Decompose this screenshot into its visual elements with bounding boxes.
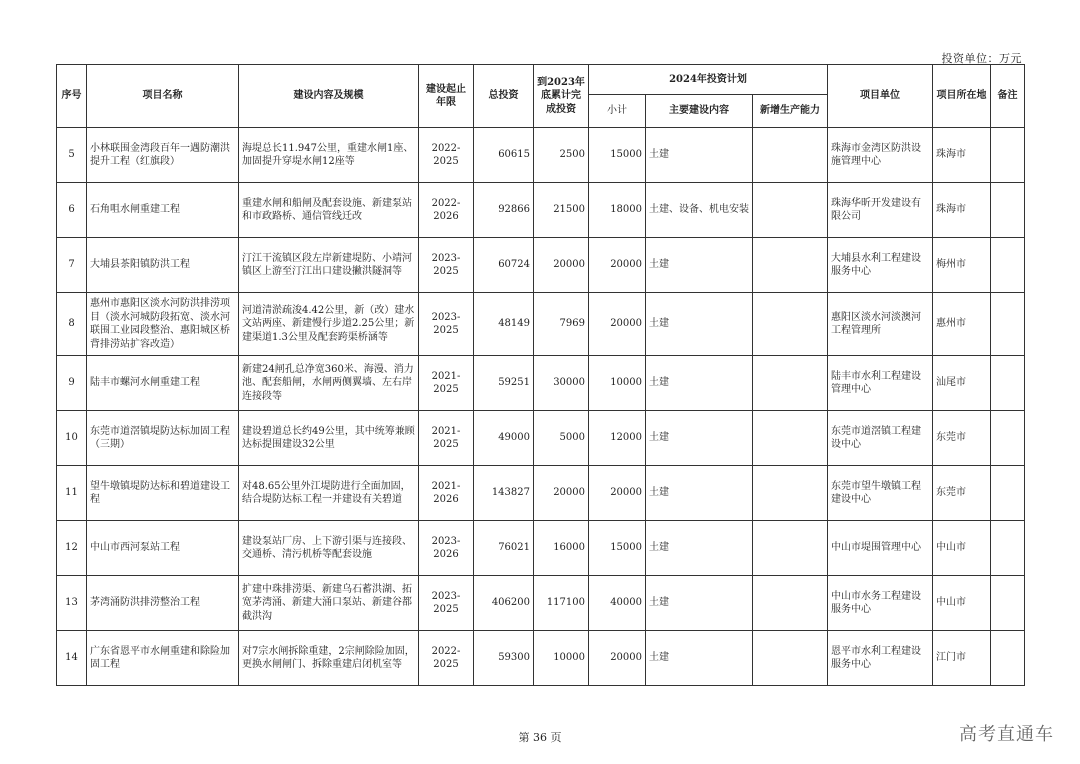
row-remark (991, 521, 1025, 576)
row-remark (991, 631, 1025, 686)
table-body (57, 128, 1025, 686)
row-location: 东莞市 (933, 466, 991, 521)
row-location: 中山市 (933, 521, 991, 576)
row-completed: 20000 (534, 466, 589, 521)
row-remark (991, 128, 1025, 183)
header-seq: 序号 (57, 65, 87, 128)
row-name: 东莞市道滘镇堤防达标加固工程（三期） (87, 411, 239, 466)
table-row (57, 576, 1025, 631)
row-new-capacity (753, 576, 828, 631)
row-total: 60724 (474, 238, 534, 293)
row-unit: 珠海华昕开发建设有限公司 (828, 183, 933, 238)
table-row (57, 356, 1025, 411)
row-new-capacity (753, 238, 828, 293)
row-period: 2021-2025 (419, 411, 474, 466)
row-main-content: 土建、设备、机电安装 (646, 183, 753, 238)
row-period: 2023-2025 (419, 576, 474, 631)
row-new-capacity (753, 356, 828, 411)
row-main-content: 土建 (646, 293, 753, 356)
row-location: 汕尾市 (933, 356, 991, 411)
row-seq: 10 (57, 411, 87, 466)
row-location: 中山市 (933, 576, 991, 631)
row-new-capacity (753, 631, 828, 686)
row-content: 对48.65公里外江堤防进行全面加固，结合堤防达标工程一并建设有关碧道 (239, 466, 419, 521)
row-total: 59251 (474, 356, 534, 411)
header-plan-group: 2024年投资计划 (589, 65, 828, 95)
row-unit: 珠海市金湾区防洪设施管理中心 (828, 128, 933, 183)
table-row (57, 521, 1025, 576)
row-name: 石角咀水闸重建工程 (87, 183, 239, 238)
table-row (57, 128, 1025, 183)
row-seq: 14 (57, 631, 87, 686)
table-row (57, 631, 1025, 686)
investment-table (56, 64, 1025, 686)
table-row (57, 411, 1025, 466)
table-row (57, 238, 1025, 293)
header-period: 建设起止年限 (419, 65, 474, 128)
row-period: 2023-2025 (419, 293, 474, 356)
row-unit: 中山市水务工程建设服务中心 (828, 576, 933, 631)
page-number: 第 36 页 (518, 731, 562, 744)
row-subtotal: 15000 (589, 128, 646, 183)
row-name: 望牛墩镇堤防达标和碧道建设工程 (87, 466, 239, 521)
row-name: 广东省恩平市水闸重建和除险加固工程 (87, 631, 239, 686)
row-period: 2023-2026 (419, 521, 474, 576)
row-content: 建设泵站厂房、上下游引渠与连接段、交通桥、清污机桥等配套设施 (239, 521, 419, 576)
row-subtotal: 20000 (589, 238, 646, 293)
header-content: 建设内容及规模 (239, 65, 419, 128)
row-remark (991, 466, 1025, 521)
row-total: 143827 (474, 466, 534, 521)
row-subtotal: 15000 (589, 521, 646, 576)
header-remark: 备注 (991, 65, 1025, 128)
row-main-content: 土建 (646, 576, 753, 631)
row-subtotal: 12000 (589, 411, 646, 466)
row-remark (991, 238, 1025, 293)
row-period: 2023-2025 (419, 238, 474, 293)
row-main-content: 土建 (646, 356, 753, 411)
row-content: 河道清淤疏浚4.42公里，新（改）建水文站两座、新建慢行步道2.25公里；新建渠道1.3公里及配套跨渠桥涵等 (239, 293, 419, 356)
row-main-content: 土建 (646, 466, 753, 521)
header-new-capacity: 新增生产能力 (753, 95, 828, 128)
row-new-capacity (753, 521, 828, 576)
table-row (57, 293, 1025, 356)
row-location: 惠州市 (933, 293, 991, 356)
row-content: 海堤总长11.947公里，重建水闸1座、加固提升穿堤水闸12座等 (239, 128, 419, 183)
row-period: 2021-2025 (419, 356, 474, 411)
row-total: 49000 (474, 411, 534, 466)
row-total: 92866 (474, 183, 534, 238)
row-subtotal: 18000 (589, 183, 646, 238)
row-completed: 7969 (534, 293, 589, 356)
row-remark (991, 293, 1025, 356)
row-subtotal: 20000 (589, 293, 646, 356)
row-completed: 16000 (534, 521, 589, 576)
row-unit: 中山市堤围管理中心 (828, 521, 933, 576)
table-header (57, 65, 1025, 128)
row-main-content: 土建 (646, 411, 753, 466)
row-seq: 13 (57, 576, 87, 631)
watermark: 高考直通车 (959, 724, 1054, 745)
row-new-capacity (753, 466, 828, 521)
row-unit: 惠阳区淡水河淡澳河工程管理所 (828, 293, 933, 356)
row-total: 60615 (474, 128, 534, 183)
row-seq: 6 (57, 183, 87, 238)
header-subtotal: 小计 (589, 95, 646, 128)
unit-note: 投资单位：万元 (941, 52, 1022, 65)
row-seq: 7 (57, 238, 87, 293)
row-completed: 117100 (534, 576, 589, 631)
row-completed: 10000 (534, 631, 589, 686)
row-completed: 30000 (534, 356, 589, 411)
row-content: 扩建中珠排涝渠、新建乌石蓄洪湖、拓宽茅湾涌、新建大涌口泵站、新建谷都截洪沟 (239, 576, 419, 631)
row-completed: 21500 (534, 183, 589, 238)
row-name: 茅湾涌防洪排涝整治工程 (87, 576, 239, 631)
row-total: 48149 (474, 293, 534, 356)
row-name: 小林联围金湾段百年一遇防潮洪提升工程（红旗段） (87, 128, 239, 183)
row-new-capacity (753, 293, 828, 356)
row-subtotal: 10000 (589, 356, 646, 411)
row-total: 406200 (474, 576, 534, 631)
row-period: 2022-2026 (419, 183, 474, 238)
row-total: 76021 (474, 521, 534, 576)
row-seq: 8 (57, 293, 87, 356)
row-name: 惠州市惠阳区淡水河防洪排涝项目（淡水河城防段拓宽、淡水河联围工业园段整治、惠阳城区桥背排涝站扩容改造） (87, 293, 239, 356)
row-location: 珠海市 (933, 183, 991, 238)
row-remark (991, 576, 1025, 631)
header-unit: 项目单位 (828, 65, 933, 128)
row-unit: 东莞市望牛墩镇工程建设中心 (828, 466, 933, 521)
row-seq: 12 (57, 521, 87, 576)
row-seq: 5 (57, 128, 87, 183)
row-remark (991, 356, 1025, 411)
row-main-content: 土建 (646, 521, 753, 576)
row-period: 2022-2025 (419, 128, 474, 183)
row-seq: 9 (57, 356, 87, 411)
row-period: 2021-2026 (419, 466, 474, 521)
row-unit: 东莞市道滘镇工程建设中心 (828, 411, 933, 466)
row-content: 汀江干流镇区段左岸新建堤防、小靖河镇区上游至汀江出口建设撇洪隧洞等 (239, 238, 419, 293)
row-new-capacity (753, 128, 828, 183)
row-main-content: 土建 (646, 631, 753, 686)
row-period: 2022-2025 (419, 631, 474, 686)
table-row (57, 466, 1025, 521)
row-remark (991, 411, 1025, 466)
row-unit: 大埔县水利工程建设服务中心 (828, 238, 933, 293)
row-total: 59300 (474, 631, 534, 686)
row-seq: 11 (57, 466, 87, 521)
header-total: 总投资 (474, 65, 534, 128)
row-unit: 陆丰市水利工程建设管理中心 (828, 356, 933, 411)
row-content: 新建24闸孔总净宽360米、海漫、消力池、配套船闸，水闸两侧翼墙、左右岸连接段等 (239, 356, 419, 411)
row-content: 重建水闸和船闸及配套设施、新建泵站和市政路桥、通信管线迁改 (239, 183, 419, 238)
row-completed: 5000 (534, 411, 589, 466)
header-main-content: 主要建设内容 (646, 95, 753, 128)
row-content: 对7宗水闸拆除重建，2宗闸除险加固，更换水闸闸门、拆除重建启闭机室等 (239, 631, 419, 686)
row-name: 陆丰市螺河水闸重建工程 (87, 356, 239, 411)
row-name: 中山市西河泵站工程 (87, 521, 239, 576)
row-content: 建设碧道总长约49公里，其中统筹兼顾达标提围建设32公里 (239, 411, 419, 466)
header-completed: 到2023年底累计完成投资 (534, 65, 589, 128)
row-subtotal: 20000 (589, 466, 646, 521)
row-name: 大埔县茶阳镇防洪工程 (87, 238, 239, 293)
row-location: 梅州市 (933, 238, 991, 293)
row-location: 江门市 (933, 631, 991, 686)
row-completed: 20000 (534, 238, 589, 293)
row-location: 东莞市 (933, 411, 991, 466)
row-completed: 2500 (534, 128, 589, 183)
row-main-content: 土建 (646, 238, 753, 293)
header-location: 项目所在地 (933, 65, 991, 128)
row-remark (991, 183, 1025, 238)
row-new-capacity (753, 183, 828, 238)
row-location: 珠海市 (933, 128, 991, 183)
row-subtotal: 20000 (589, 631, 646, 686)
row-subtotal: 40000 (589, 576, 646, 631)
row-new-capacity (753, 411, 828, 466)
header-name: 项目名称 (87, 65, 239, 128)
row-main-content: 土建 (646, 128, 753, 183)
table-row (57, 183, 1025, 238)
row-unit: 恩平市水利工程建设服务中心 (828, 631, 933, 686)
